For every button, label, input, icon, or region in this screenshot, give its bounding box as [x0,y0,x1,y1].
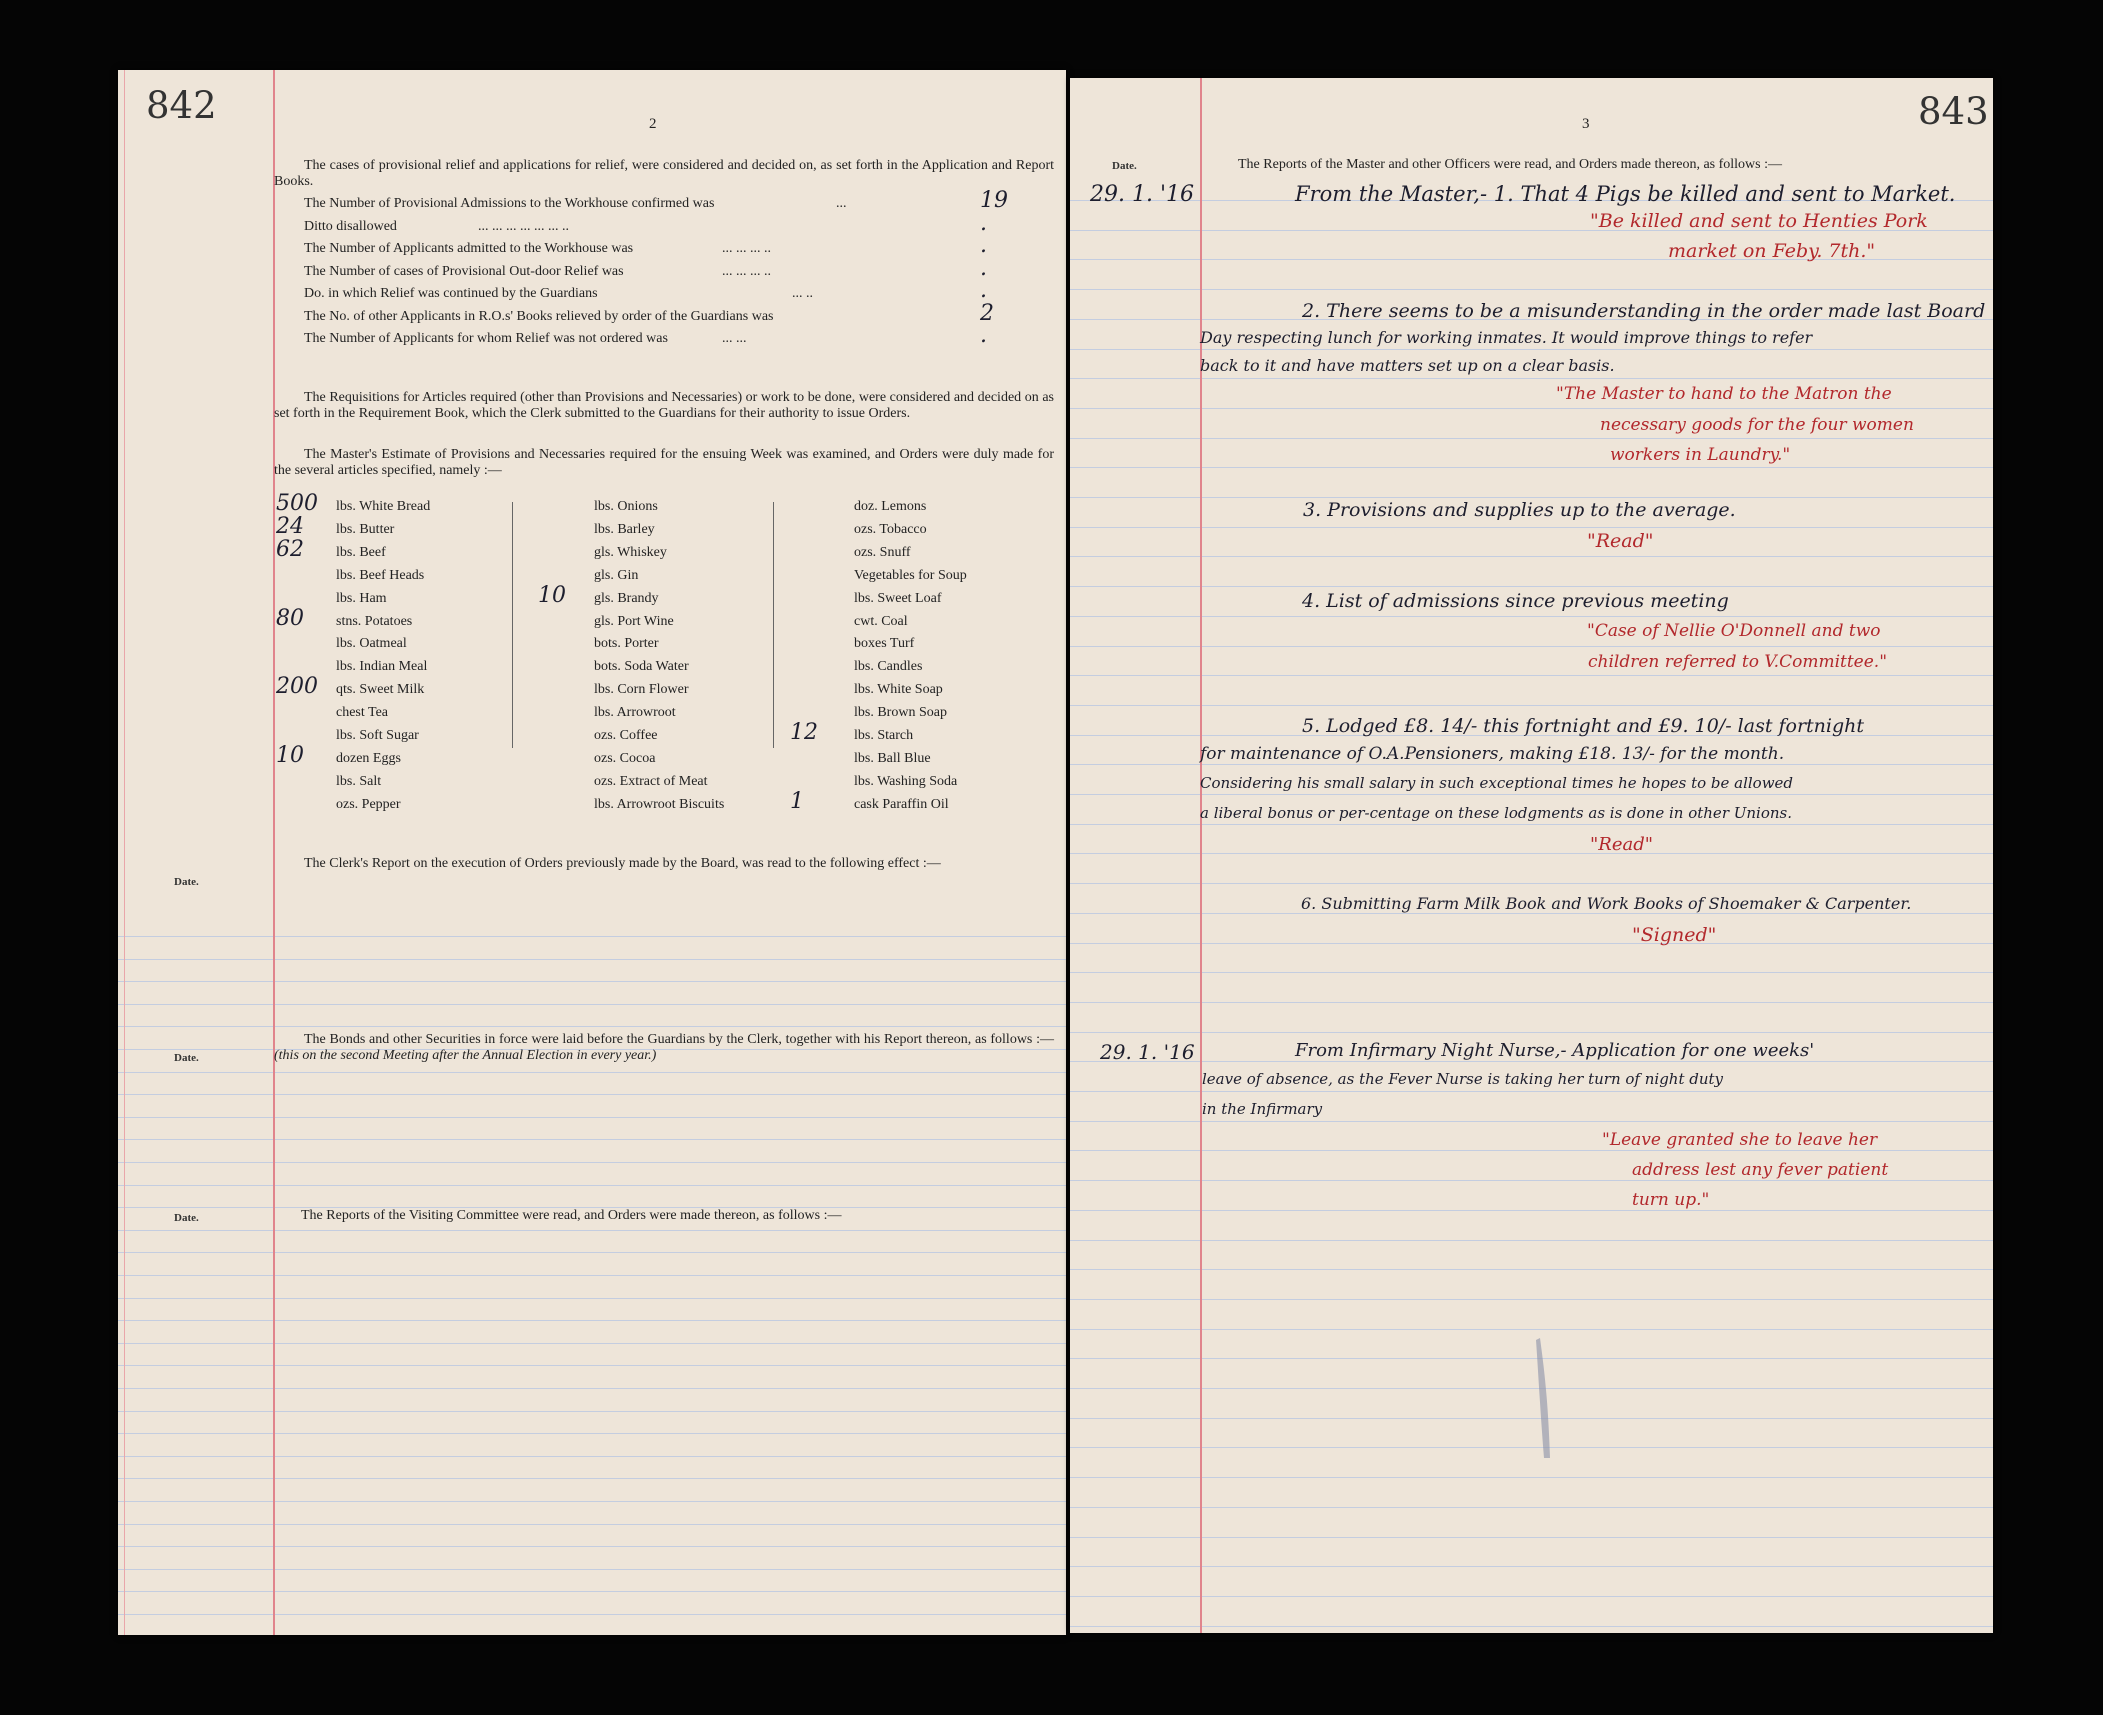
stat-line-label: Do. in which Relief was continued by the Guardians [304,286,598,301]
master-report-line: 4. List of admissions since previous meeting [1302,590,1729,612]
red-margin-line [1200,78,1202,1633]
provision-item: ozs. Pepper [336,796,401,812]
order-text: workers in Laundry." [1610,445,1791,465]
ruled-line [118,1139,1066,1140]
ruled-line [118,1524,1066,1525]
officers-reports-header: The Reports of the Master and other Officers were read, and Orders made thereon, as follows :— [1238,157,1782,172]
entry-date: 29. 1. '16 [1100,1040,1195,1064]
page-number: 3 [1582,116,1590,132]
stat-line-value: . [980,278,987,303]
master-report-line: Day respecting lunch for working inmates. It would improve things to refer [1200,328,1813,347]
stat-line-value: . [980,323,987,348]
date-label: Date. [174,876,199,888]
ruled-line [118,1117,1066,1118]
ruled-line [1070,289,1993,290]
date-label: Date. [1112,160,1137,172]
ruled-line [1070,1537,1993,1538]
ruled-line [1070,438,1993,439]
ruled-line [1070,1477,1993,1478]
stat-line-value: . [980,233,987,258]
date-label: Date. [174,1052,199,1064]
provision-item: boxes Turf [854,636,915,652]
ruled-line [1070,408,1993,409]
order-text: "The Master to hand to the Matron the [1556,384,1892,404]
provision-item: qts. Sweet Milk [336,682,425,698]
ruled-line [1070,794,1993,795]
ruled-line [118,936,1066,937]
ruled-line [118,1365,1066,1366]
provision-item: lbs. Oatmeal [336,636,407,652]
ruled-line [118,1026,1066,1027]
order-text: "Signed" [1632,924,1717,946]
provision-quantity: 1 [790,788,804,814]
provision-item: lbs. Arrowroot Biscuits [594,796,725,812]
entry-date: 29. 1. '16 [1090,182,1195,207]
stat-line-label: The Number of cases of Provisional Out-door Relief was [304,263,624,279]
provision-item: chest Tea [336,705,389,721]
provision-item: lbs. White Soap [854,682,943,698]
provision-item: stns. Potatoes [336,613,413,629]
ruled-line [1070,616,1993,617]
order-text: "Read" [1587,530,1654,552]
leader-dots: ... ... ... .. [722,241,771,256]
right-page [1070,78,1993,1633]
provision-item: lbs. White Bread [336,499,431,514]
provision-quantity: 10 [538,582,566,608]
ruled-line [118,1591,1066,1592]
provision-item: bots. Porter [594,636,659,652]
ruled-line [1070,1061,1993,1062]
ruled-line [1070,1032,1993,1033]
provisions-divider-2 [773,502,774,748]
ruled-line [1070,1240,1993,1241]
stat-line-label: The Number of Applicants for whom Relief was not ordered was [304,331,668,346]
ruled-line [118,1546,1066,1547]
folio-number: 843 [1918,90,1989,133]
ruled-line [1070,646,1993,647]
provision-item: Vegetables for Soup [854,567,967,583]
provision-quantity: 200 [276,674,318,700]
provision-item: lbs. Beef [336,544,386,560]
ruled-line [118,1343,1066,1344]
red-margin-line [273,70,275,1635]
stat-line-value: . [980,210,987,236]
provision-item: lbs. Ham [336,590,387,606]
stat-line-label: The Number of Provisional Admissions to the Workhouse confirmed was [304,196,715,211]
ruled-line [1070,705,1993,706]
ruled-line [1070,824,1993,825]
provision-quantity: 24 [276,513,304,539]
order-text: "Read" [1590,834,1654,855]
provision-quantity: 500 [276,491,318,516]
ruled-line [1070,586,1993,587]
ruled-line [1070,527,1993,528]
ink-smudge [1510,1328,1570,1468]
provision-item: lbs. Arrowroot [594,705,676,721]
provision-item: lbs. Indian Meal [336,659,428,675]
ruled-line [1070,675,1993,676]
master-report-line: for maintenance of O.A.Pensioners, making £18. 13/- for the month. [1200,744,1785,764]
relief-intro: The cases of provisional relief and applications for relief, were considered and decided on, as set forth in the Application and Report Books. [274,158,1054,189]
ruled-line [1070,1299,1993,1300]
provision-item: ozs. Cocoa [594,750,656,766]
stat-line-label: The Number of Applicants admitted to the Workhouse was [304,241,634,256]
provision-quantity: 62 [276,536,304,562]
ruled-line [118,1478,1066,1479]
master-report-line: 3. Provisions and supplies up to the average. [1303,499,1736,521]
stat-line-label: The No. of other Applicants in R.O.s' Books relieved by order of the Guardians was [304,308,774,324]
provision-item: ozs. Coffee [594,728,658,743]
order-text: market on Feby. 7th." [1668,240,1876,262]
clerk-report: The Clerk's Report on the execution of Orders previously made by the Board, was read to the following effect :— [304,856,941,871]
left-page [118,70,1066,1635]
leader-dots: ... ... [722,331,747,346]
ruled-line [118,1162,1066,1163]
master-report-line: back to it and have matters set up on a clear basis. [1200,356,1615,375]
provision-item: gls. Whiskey [594,544,667,560]
provision-item: gls. Brandy [594,590,659,606]
ruled-line [1070,853,1993,854]
ruled-line [118,1072,1066,1073]
provision-item: lbs. Ball Blue [854,750,931,766]
ruled-line [1070,497,1993,498]
provision-item: lbs. Washing Soda [854,773,958,789]
ruled-line [118,1185,1066,1186]
ruled-line [1070,467,1993,468]
stat-line-value: 2 [980,300,994,326]
provision-item: ozs. Snuff [854,544,911,560]
provision-item: lbs. Butter [336,521,395,537]
ruled-line [1070,349,1993,350]
ruled-line [118,1252,1066,1253]
provision-item: lbs. Salt [336,773,382,789]
ruled-line [118,1275,1066,1276]
stat-line-value: . [980,255,987,281]
ruled-line [118,959,1066,960]
leader-dots: ... .. [792,286,813,301]
master-report-line: 6. Submitting Farm Milk Book and Work Books of Shoemaker & Carpenter. [1301,894,1912,913]
ruled-line [1070,1269,1993,1270]
left-edge-margin-line [124,70,125,1635]
visiting-committee: The Reports of the Visiting Committee were read, and Orders were made thereon, as follows :— [301,1208,842,1223]
ruled-line [118,1004,1066,1005]
provision-item: dozen Eggs [336,750,401,766]
provision-item: cask Paraffin Oil [854,796,949,812]
provision-item: lbs. Onions [594,499,658,514]
nurse-application-line: leave of absence, as the Fever Nurse is taking her turn of night duty [1202,1070,1724,1088]
bonds-paragraph: The Bonds and other Securities in force were laid before the Guardians by the Clerk, together with his Report thereon, as follows :— (this on the second Meeting after the Annual Election in every year.) [274,1032,1054,1063]
provisions-divider-1 [512,502,513,748]
provision-item: cwt. Coal [854,613,908,629]
leader-dots: ... ... ... .. [722,263,771,279]
ruled-line [118,1501,1066,1502]
ruled-line [1070,1091,1993,1092]
master-report-line: 2. There seems to be a misunderstanding in the order made last Board [1302,300,1986,322]
ruled-line [118,1411,1066,1412]
leader-dots: ... ... ... ... ... ... .. [478,218,569,234]
provision-item: doz. Lemons [854,499,927,514]
ruled-line [1070,378,1993,379]
provision-item: gls. Gin [594,567,639,583]
date-label: Date. [174,1212,199,1224]
provision-item: bots. Soda Water [594,659,689,675]
ruled-line [1070,1626,1993,1627]
order-text: children referred to V.Committee." [1588,652,1888,672]
ruled-line [118,1433,1066,1434]
master-report-line: From the Master,- 1. That 4 Pigs be killed and sent to Market. [1295,182,1956,206]
order-text: address lest any fever patient [1632,1160,1889,1180]
ruled-line [1070,1121,1993,1122]
page-number: 2 [649,116,657,132]
ruled-line [1070,883,1993,884]
provision-item: lbs. Starch [854,728,914,743]
ruled-line [118,1320,1066,1321]
nurse-application-line: From Infirmary Night Nurse,- Application for one weeks' [1295,1040,1815,1061]
order-text: "Be killed and sent to Henties Pork [1590,210,1928,232]
provision-item: lbs. Beef Heads [336,567,425,583]
ruled-line [1070,1507,1993,1508]
ruled-line [1070,556,1993,557]
provision-item: lbs. Candles [854,659,923,675]
stat-line-value: 19 [980,188,1008,213]
order-text: "Leave granted she to leave her [1602,1130,1878,1150]
folio-number: 842 [146,84,217,127]
ruled-line [1070,1150,1993,1151]
provision-item: gls. Port Wine [594,613,674,629]
provision-quantity: 10 [276,742,304,768]
provision-item: lbs. Brown Soap [854,705,947,721]
ruled-line [1070,764,1993,765]
provision-item: ozs. Extract of Meat [594,773,708,789]
requisitions-paragraph: The Requisitions for Articles required (other than Provisions and Necessaries) or work to be done, were considered and decided on as set forth in the Requirement Book, which the Clerk submitted to the Guardians for their authority to issue Orders. [274,390,1054,421]
ruled-line [118,1094,1066,1095]
master-report-line: a liberal bonus or per-centage on these lodgments as is done in other Unions. [1200,804,1793,822]
ruled-line [118,1230,1066,1231]
ruled-line [1070,1596,1993,1597]
provision-item: ozs. Tobacco [854,521,927,537]
ruled-line [1070,972,1993,973]
ruled-line [118,1569,1066,1570]
order-text: necessary goods for the four women [1600,415,1914,435]
ruled-line [1070,943,1993,944]
provision-quantity: 80 [276,605,304,631]
estimate-paragraph: The Master's Estimate of Provisions and Necessaries required for the ensuing Week was examined, and Orders were duly made for the several articles specified, namely :— [274,447,1054,478]
order-text: "Case of Nellie O'Donnell and two [1587,621,1881,641]
ruled-line [1070,1566,1993,1567]
ruled-line [118,1298,1066,1299]
provision-item: lbs. Barley [594,521,655,537]
ruled-line [118,1614,1066,1615]
nurse-application-line: in the Infirmary [1202,1100,1323,1118]
ruled-line [118,1388,1066,1389]
ruled-line [1070,1210,1993,1211]
provision-quantity: 12 [790,720,818,745]
provision-item: lbs. Corn Flower [594,682,689,698]
order-text: turn up." [1632,1190,1710,1210]
provision-item: lbs. Soft Sugar [336,728,419,743]
ruled-line [1070,1002,1993,1003]
master-report-line: 5. Lodged £8. 14/- this fortnight and £9. 10/- last fortnight [1302,715,1865,737]
leader-dots: ... [836,196,847,211]
master-report-line: Considering his small salary in such exceptional times he hopes to be allowed [1200,774,1794,792]
ruled-line [118,1456,1066,1457]
stat-line-label: Ditto disallowed [304,218,397,234]
ruled-line [118,981,1066,982]
provision-item: lbs. Sweet Loaf [854,590,942,606]
ruled-line [1070,1180,1993,1181]
